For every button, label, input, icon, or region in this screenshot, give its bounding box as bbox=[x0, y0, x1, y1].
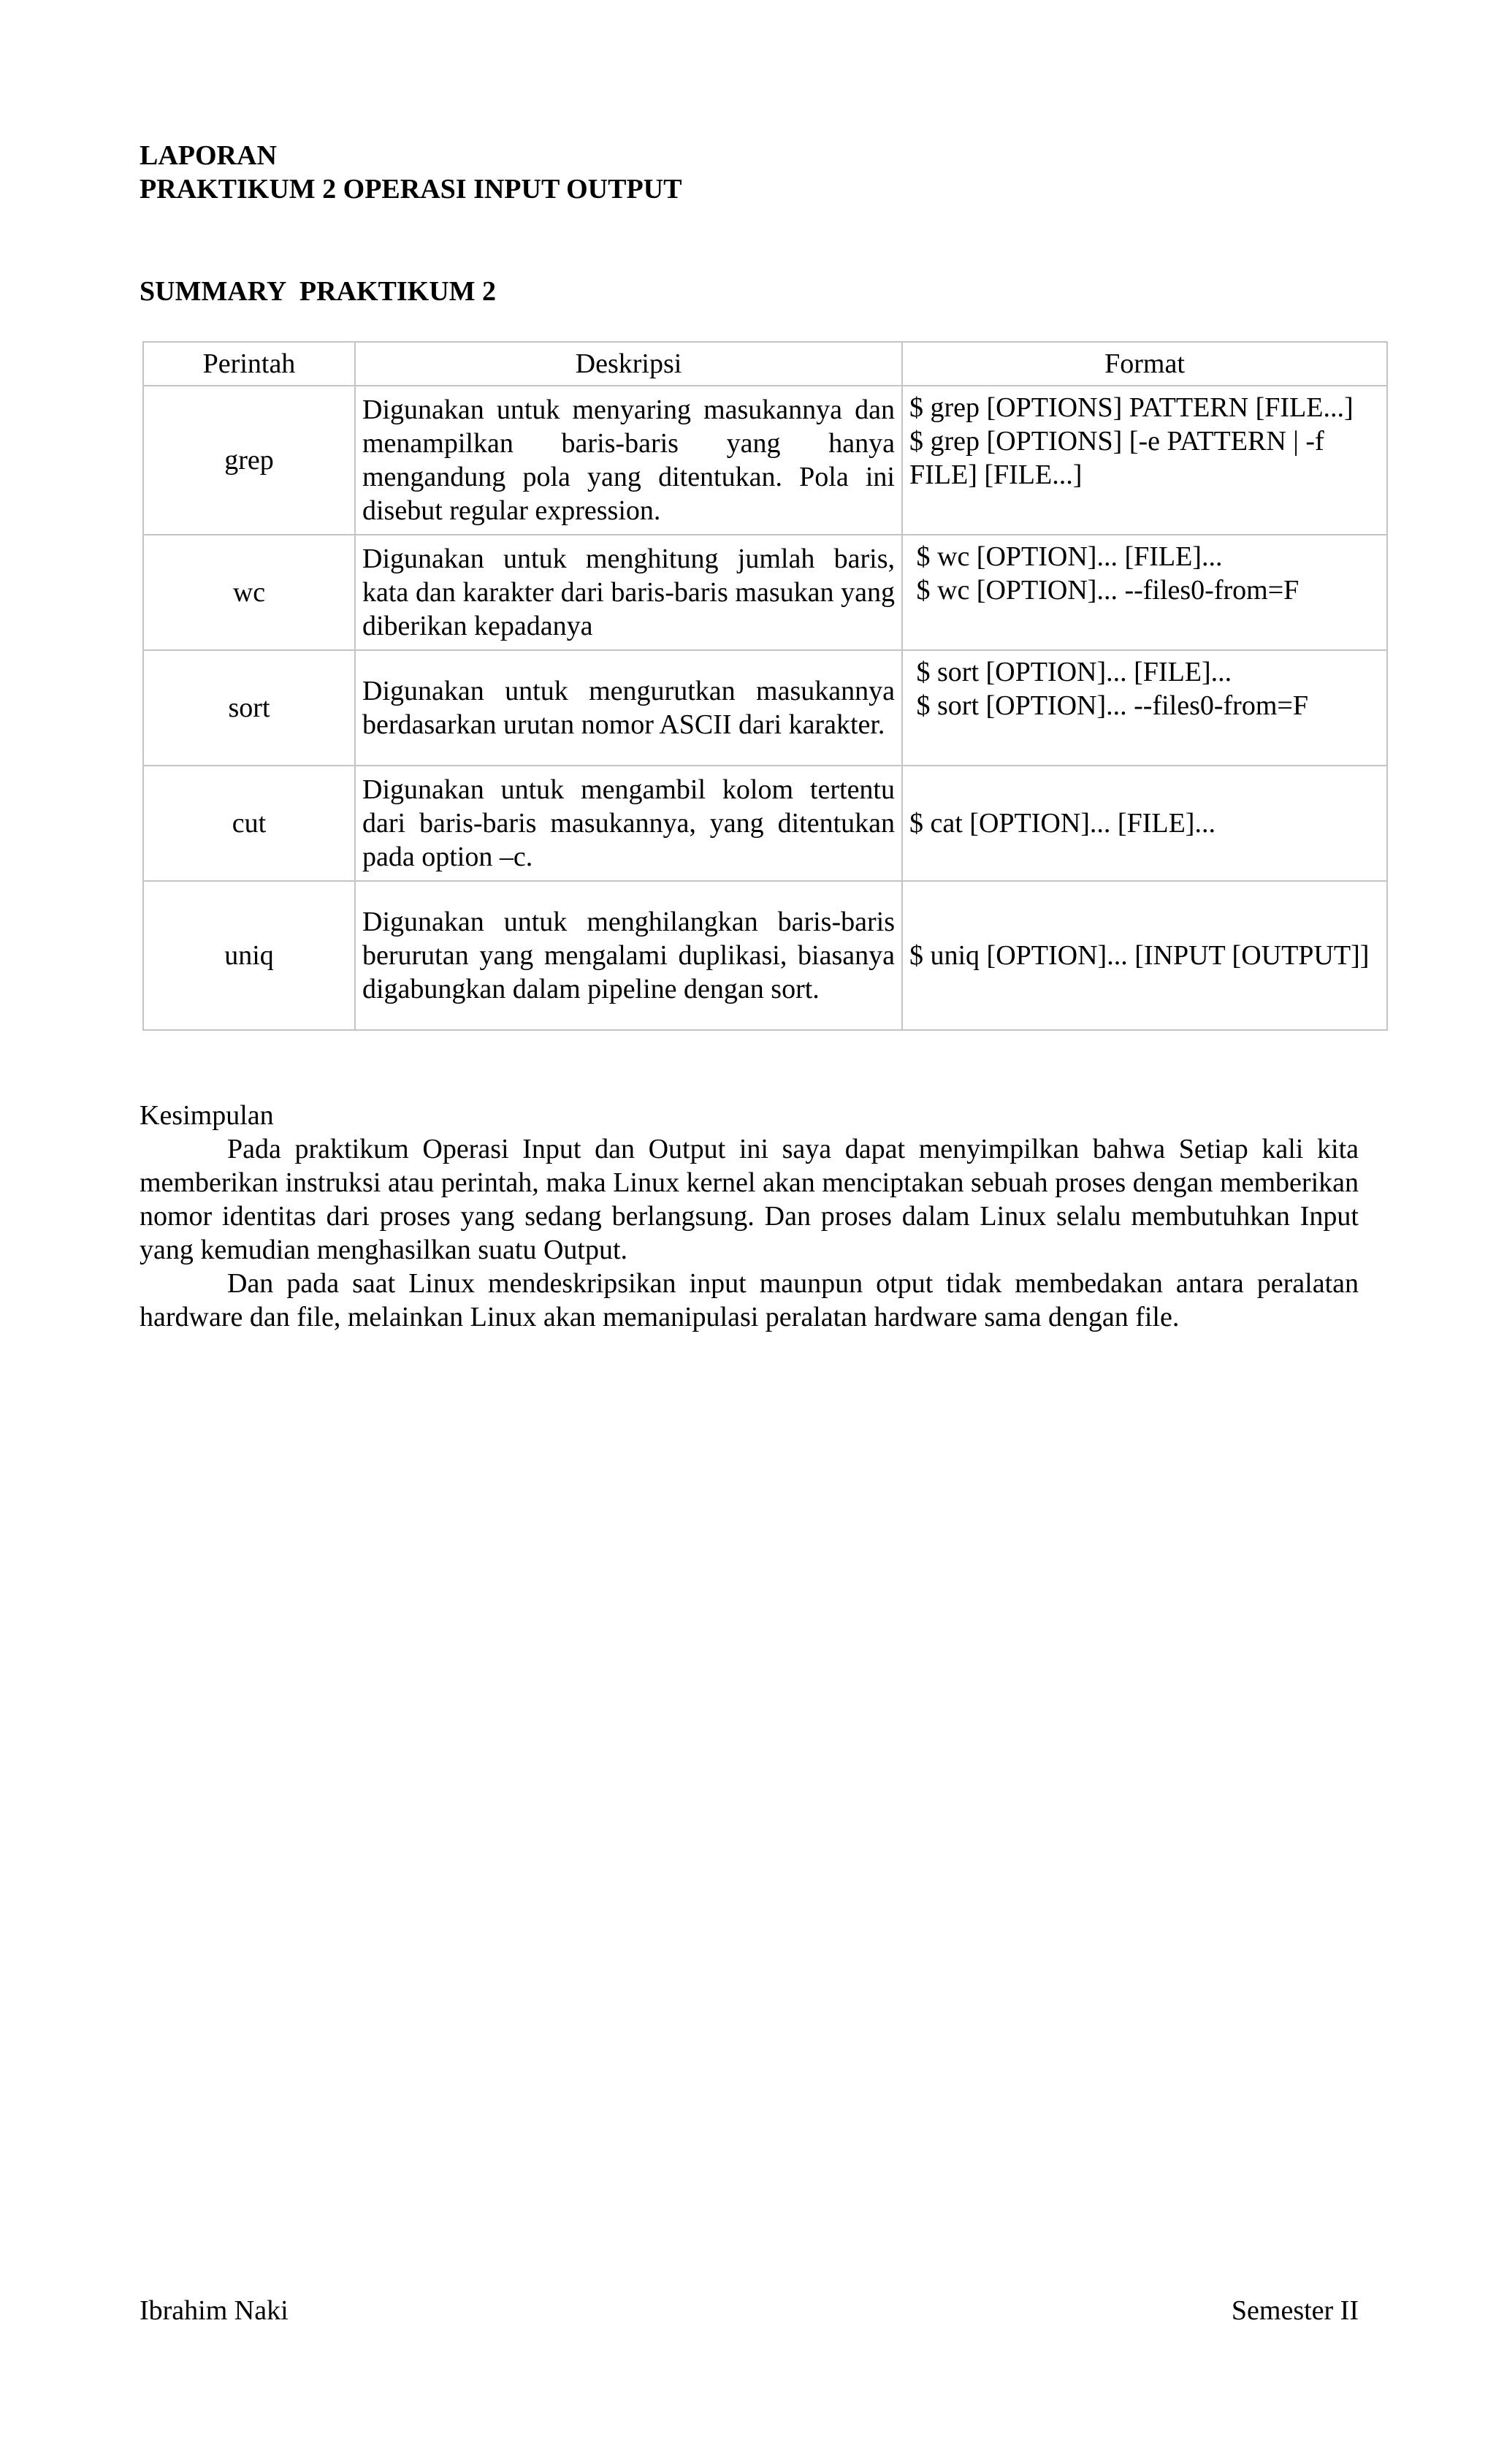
column-header-perintah: Perintah bbox=[143, 342, 355, 386]
description-cell: Digunakan untuk mengurutkan masukannya berdasarkan urutan nomor ASCII dari karakter. bbox=[355, 650, 902, 766]
column-header-deskripsi: Deskripsi bbox=[355, 342, 902, 386]
conclusion-heading: Kesimpulan bbox=[140, 1100, 274, 1131]
command-cell: wc bbox=[143, 535, 355, 650]
format-line: $ cat [OPTION]... [FILE]... bbox=[909, 808, 1216, 839]
command-cell: sort bbox=[143, 650, 355, 766]
format-line: $ grep [OPTIONS] PATTERN [FILE...] bbox=[909, 392, 1354, 423]
format-cell bbox=[902, 766, 1387, 881]
footer-author: Ibrahim Naki bbox=[140, 2295, 289, 2326]
description-cell: Digunakan untuk menghilangkan baris-baris berurutan yang mengalami duplikasi, biasanya digabungkan dalam pipeline dengan sort. bbox=[355, 881, 902, 1030]
title-line-1: LAPORAN bbox=[140, 140, 277, 171]
format-line: $ sort [OPTION]... --files0-from=F bbox=[909, 690, 1308, 721]
command-cell: cut bbox=[143, 766, 355, 881]
format-cell bbox=[902, 881, 1387, 1030]
format-cell bbox=[902, 386, 1387, 535]
format-line: $ wc [OPTION]... [FILE]... bbox=[909, 541, 1223, 572]
description-cell: Digunakan untuk menghitung jumlah baris, kata dan karakter dari baris-baris masukan yang diberikan kepadanya bbox=[355, 535, 902, 650]
table-header-row bbox=[143, 342, 1387, 386]
summary-heading: SUMMARY PRAKTIKUM 2 bbox=[140, 276, 497, 307]
description-cell: Digunakan untuk mengambil kolom tertentu dari baris-baris masukannya, yang ditentukan pada option –c. bbox=[355, 766, 902, 881]
summary-table bbox=[142, 341, 1388, 1031]
title-line-2: PRAKTIKUM 2 OPERASI INPUT OUTPUT bbox=[140, 174, 682, 205]
conclusion-paragraph: Dan pada saat Linux mendeskripsikan input maunpun otput tidak membedakan antara peralatan hardware dan file, melainkan Linux akan memanipulasi peralatan hardware sama dengan file. bbox=[140, 1268, 1359, 1332]
format-line: $ sort [OPTION]... [FILE]... bbox=[909, 657, 1232, 687]
report-title bbox=[140, 139, 682, 206]
format-line: $ uniq [OPTION]... [INPUT [OUTPUT]] bbox=[909, 940, 1370, 971]
conclusion-section bbox=[140, 1099, 1359, 1334]
table-row bbox=[143, 766, 1387, 881]
format-line: $ grep [OPTIONS] [-e PATTERN | -f FILE] [FILE...] bbox=[909, 426, 1332, 490]
description-cell: Digunakan untuk menyaring masukannya dan menampilkan baris-baris yang hanya mengandung pola yang ditentukan. Pola ini disebut regular expression. bbox=[355, 386, 902, 535]
footer-semester: Semester II bbox=[1231, 2295, 1359, 2326]
format-cell bbox=[902, 535, 1387, 650]
format-line: $ wc [OPTION]... --files0-from=F bbox=[909, 575, 1300, 606]
command-cell: grep bbox=[143, 386, 355, 535]
format-cell bbox=[902, 650, 1387, 766]
table-row bbox=[143, 535, 1387, 650]
table-row bbox=[143, 650, 1387, 766]
conclusion-paragraph: Pada praktikum Operasi Input dan Output ini saya dapat menyimpilkan bahwa Setiap kali kita memberikan instruksi atau perintah, maka Linux kernel akan menciptakan sebuah proses dengan memberikan nomor identitas dari proses yang sedang berlangsung. Dan proses dalam Linux selalu membutuhkan Input yang kemudian menghasilkan suatu Output. bbox=[140, 1134, 1359, 1265]
column-header-format: Format bbox=[902, 342, 1387, 386]
table-row bbox=[143, 881, 1387, 1030]
command-cell: uniq bbox=[143, 881, 355, 1030]
table-row bbox=[143, 386, 1387, 535]
page-footer bbox=[140, 2294, 1359, 2327]
